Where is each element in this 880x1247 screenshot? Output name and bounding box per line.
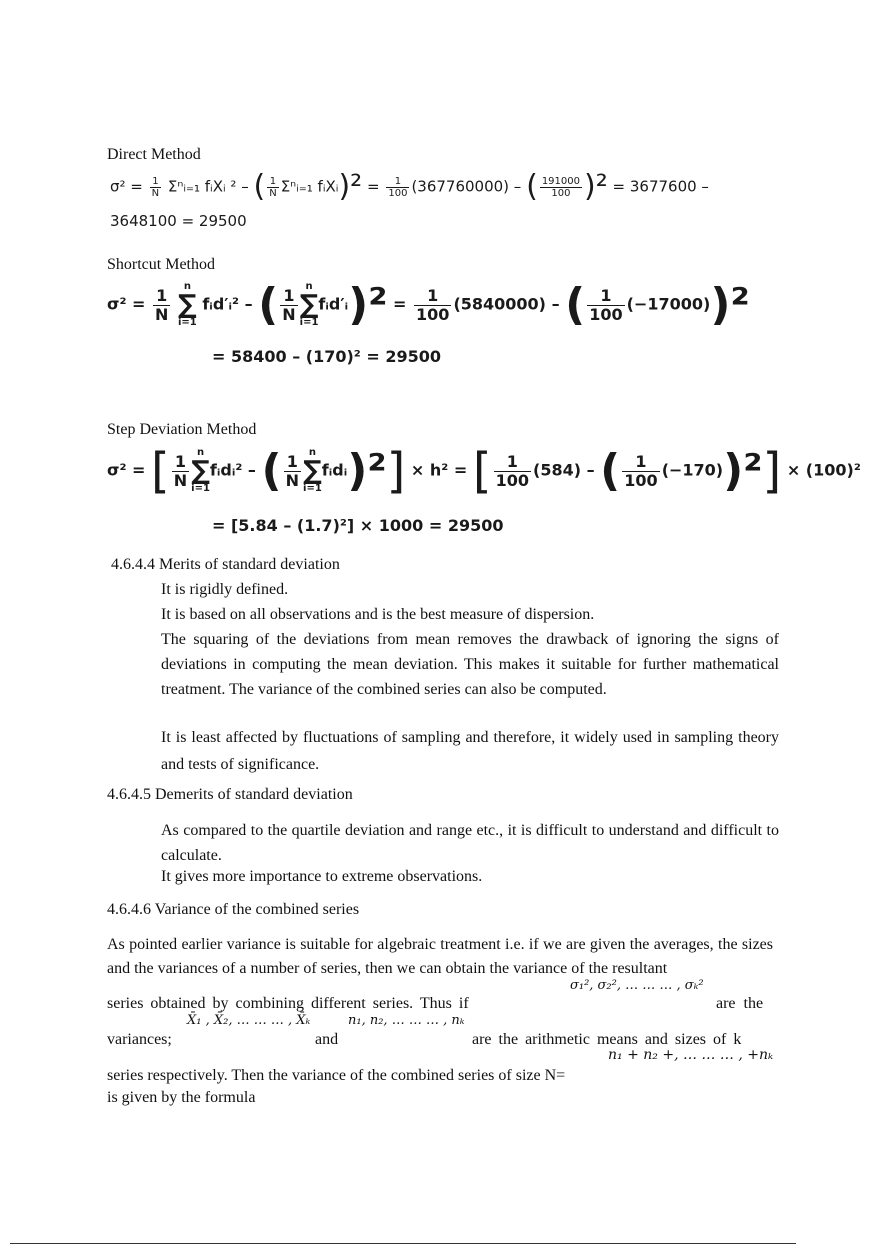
and-text: and bbox=[315, 1031, 339, 1048]
combined-series-text: series obtained by combining different series. Thus if bbox=[107, 995, 469, 1012]
direct-method-result: 3648100 = 29500 bbox=[110, 212, 247, 230]
given-by-text: is given by the formula bbox=[107, 1089, 256, 1106]
shortcut-method-heading: Shortcut Method bbox=[107, 256, 215, 273]
variances-formula: σ₁², σ₂², … … … , σₖ² bbox=[570, 978, 704, 993]
merits-heading: 4.6.4.4 Merits of standard deviation bbox=[111, 556, 340, 573]
merit-item: It is based on all observations and is the best measure of dispersion. bbox=[161, 606, 595, 623]
sizes-formula: n₁, n₂, … … … , nₖ bbox=[348, 1013, 465, 1028]
footer-divider bbox=[10, 1243, 796, 1244]
variances-text: variances; bbox=[107, 1031, 172, 1048]
demerit-item: As compared to the quartile deviation and range etc., it is difficult to understand and difficult to calculate. bbox=[161, 822, 779, 864]
demerit-item: It gives more importance to extreme observations. bbox=[161, 868, 483, 885]
series-respectively-text: series respectively. Then the variance of the combined series of size N= bbox=[107, 1067, 566, 1084]
are-the-text: are the bbox=[716, 995, 764, 1012]
direct-method-formula: σ² = $\frac{1}{N}$ Σⁿᵢ₌₁ fᵢXᵢ ² – ( $\frac{1}{N}$ Σⁿᵢ₌₁ fᵢXᵢ)² = $\frac{1}{100}$ (367760000) – ( $\frac{191000}{100}$ )² = 3677600 – bbox=[110, 169, 709, 204]
combined-paragraph: As pointed earlier variance is suitable for algebraic treatment i.e. if we are given the averages, the sizes and the variances of a number of series, then we can obtain the variance of the resultant bbox=[107, 936, 773, 977]
shortcut-method-formula: σ² = $\frac{1}{N}$ n ∑ i=1 fᵢd′ᵢ² – ( $\frac{1}{N}$ n ∑ i=1 fᵢd′ᵢ)² = $\frac{1}{100}$ (5840000) – ( $\frac{1}{100}$ (−17000))² bbox=[107, 279, 750, 330]
merit-item: It is least affected by fluctuations of sampling and therefore, it widely used in sampling theory and tests of significance. bbox=[161, 729, 779, 773]
merit-item: It is rigidly defined. bbox=[161, 581, 289, 598]
shortcut-method-result: = 58400 – (170)² = 29500 bbox=[212, 347, 442, 366]
step-deviation-heading: Step Deviation Method bbox=[107, 421, 257, 438]
arithmetic-means-text: are the arithmetic means and sizes of k bbox=[472, 1031, 742, 1048]
combined-heading: 4.6.4.6 Variance of the combined series bbox=[107, 901, 360, 918]
demerits-heading: 4.6.4.5 Demerits of standard deviation bbox=[107, 786, 353, 803]
direct-method-heading: Direct Method bbox=[107, 146, 201, 163]
n-sum-formula: n₁ + n₂ +, … … … , +nₖ bbox=[608, 1047, 774, 1063]
step-deviation-result: = [5.84 – (1.7)²] × 1000 = 29500 bbox=[212, 516, 504, 535]
means-formula: X̄₁ , X̄₂, … … … , X̄ₖ bbox=[187, 1013, 311, 1028]
step-deviation-formula: σ² = [ $\frac{1}{N}$ n ∑ i=1 fᵢdᵢ² – ( $\frac{1}{N}$ n ∑ i=1 fᵢdᵢ)²] × h² = [ $\frac{1}{100}$ (584) – ( $\frac{1}{100}$ (−170))²] × (100)² bbox=[107, 443, 861, 499]
merit-item: The squaring of the deviations from mean removes the drawback of ignoring the signs of deviations in computing the mean deviation. This makes it suitable for further mathematical treatment. The variance of the combined series can also be computed. bbox=[161, 631, 779, 698]
